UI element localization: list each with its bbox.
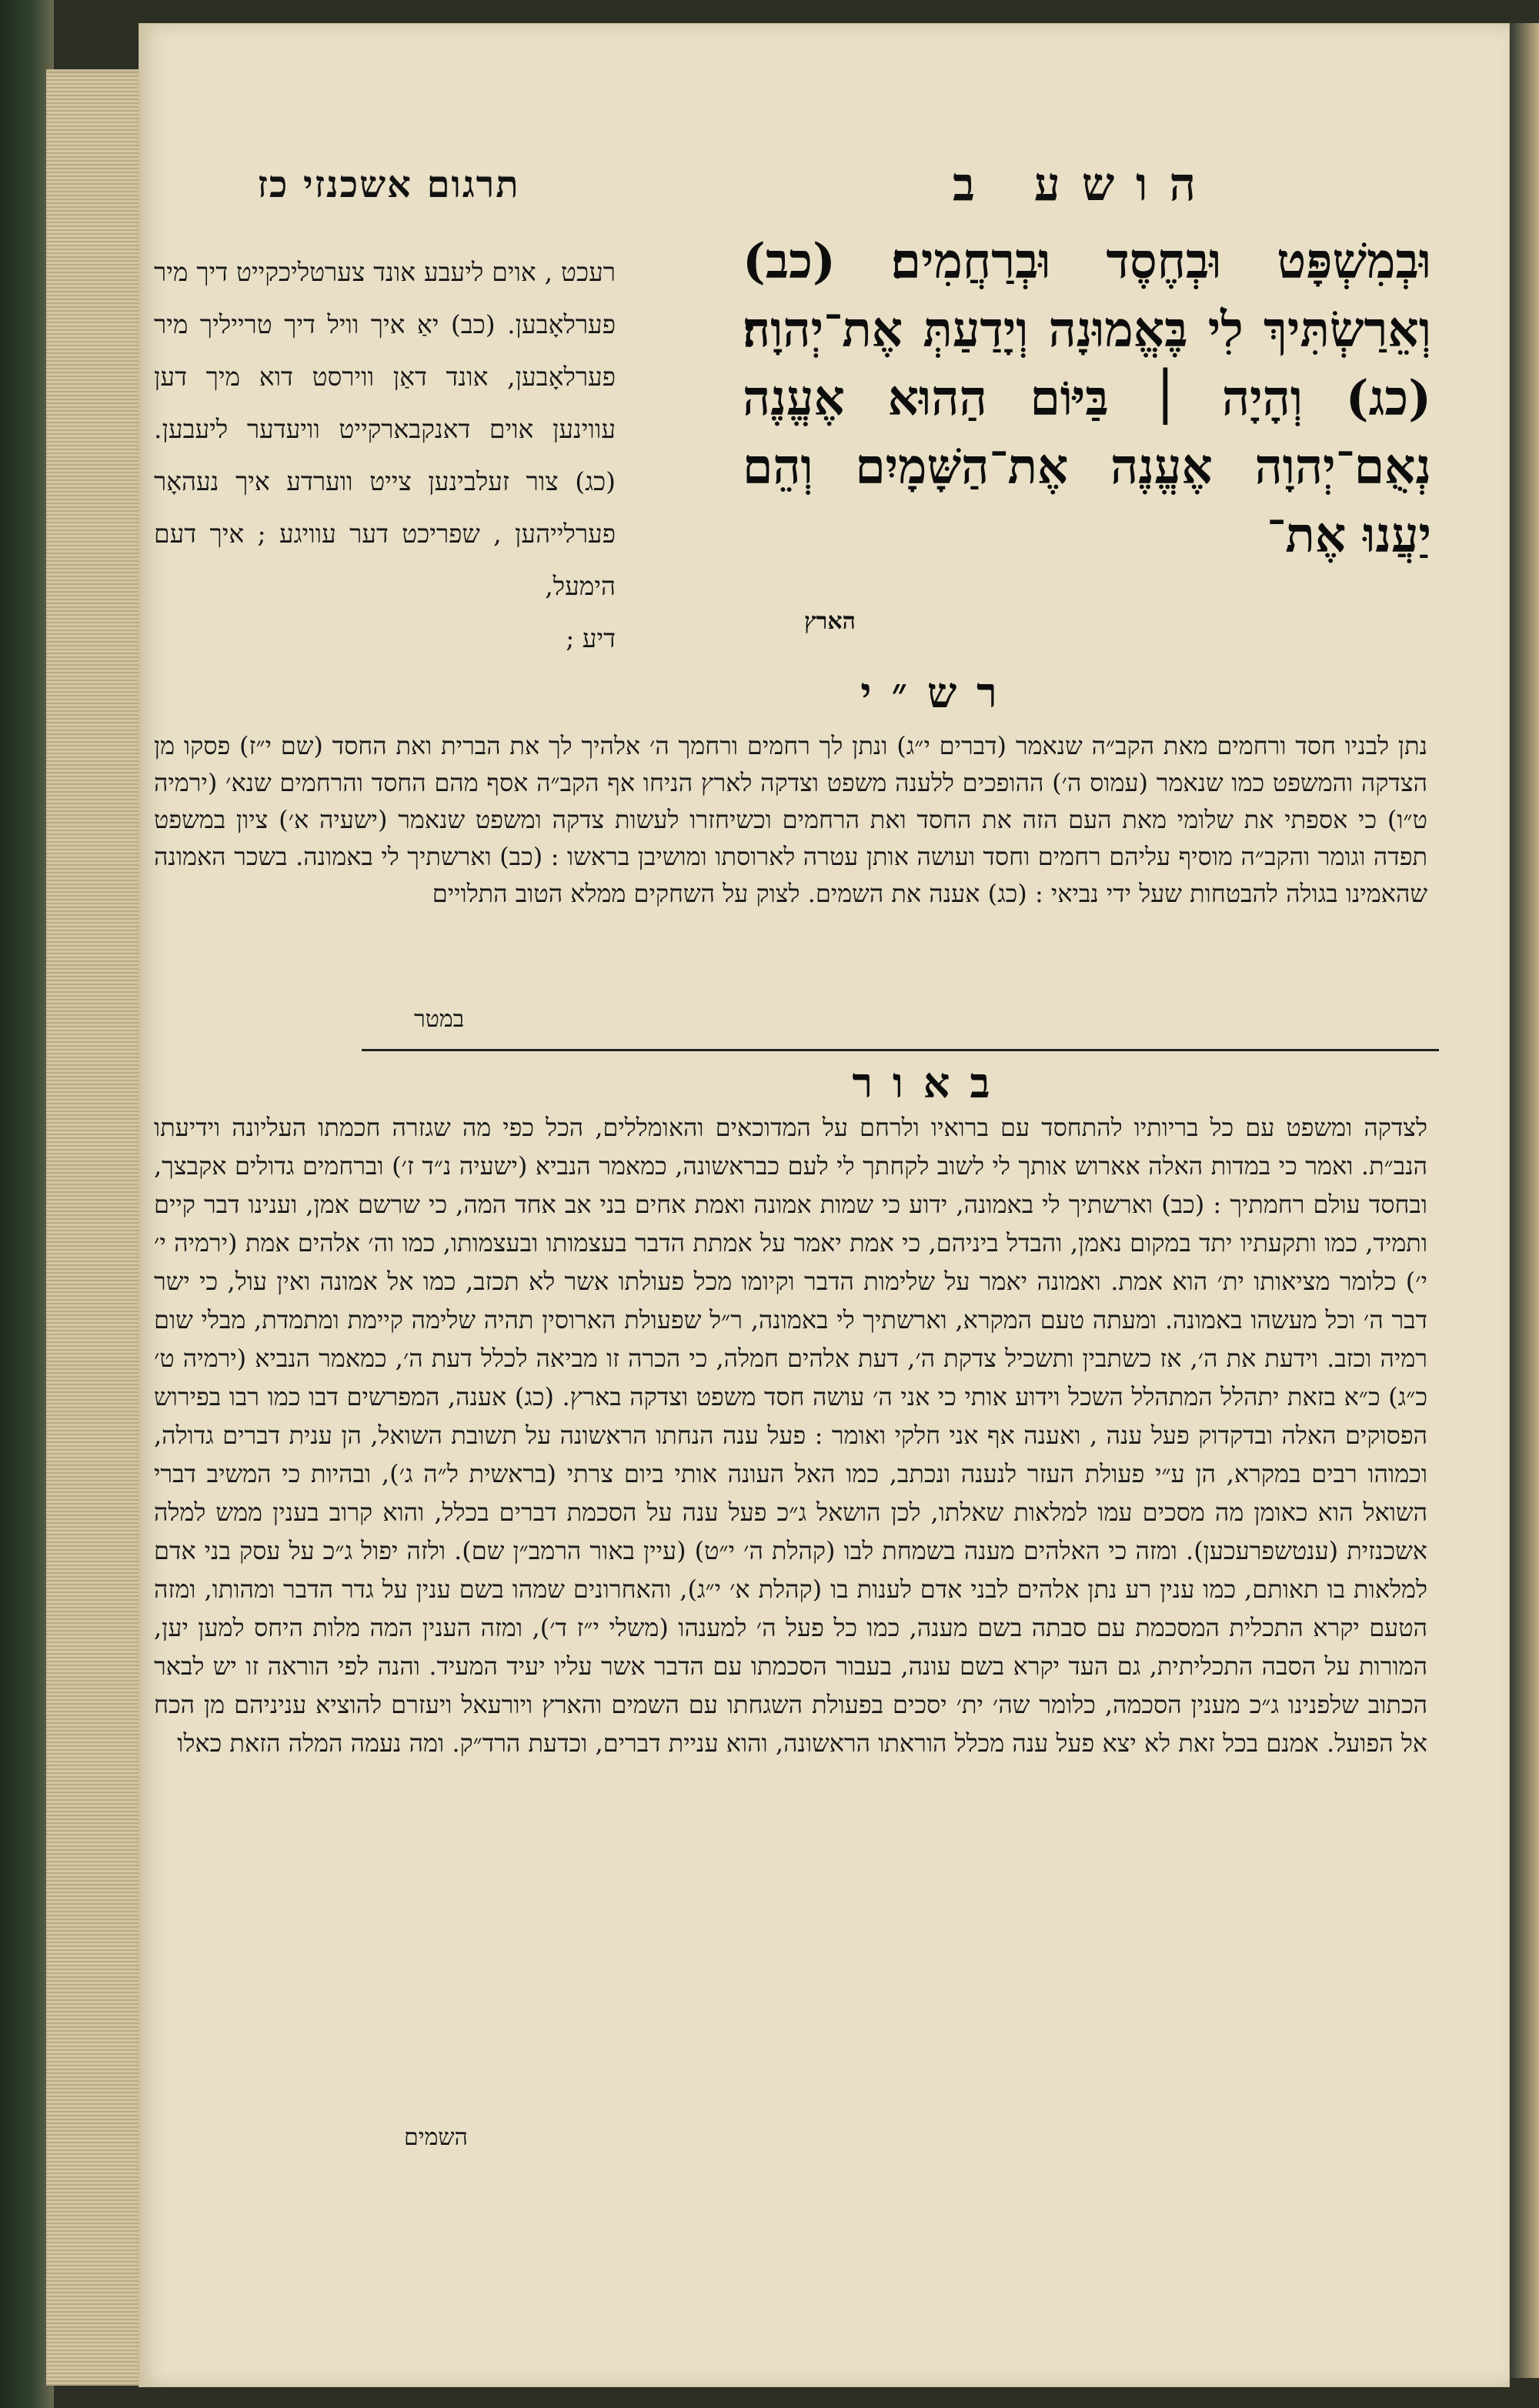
biur-heading: באור — [852, 1058, 1010, 1107]
rashi-heading: רש״י — [860, 668, 1017, 717]
section-divider — [362, 1049, 1439, 1051]
biur-catchword: השמים — [404, 2124, 468, 2151]
page-stack-edge — [46, 69, 154, 2386]
rashi-catchword: במטר — [414, 1006, 465, 1033]
yiddish-translation-column — [154, 246, 616, 665]
yiddish-translation-text: רעכט , אוים ליעבע אונד צערטליכקייט דיך מיר פערלאָבען. (כב) יאַ איך וויל דיך טרייליך מיר פערלאָבען, אונד דאַן ווירסט דוא מיך דען עווינען אוים דאנקבארקייט וויעדער ליעבען. (כג) צור זעלבינען צייט ווערדע איך נעהאָר פערלייהען , שפריכט דער עוויגע ; איך דעם הימעל, — [154, 257, 616, 601]
verse-catchword: הארץ — [804, 608, 856, 635]
hebrew-verse-text: וּבְמִשְׁפָּט וּבְחֶסֶד וּבְרַחֲמִים׃ (כב) וְאֵרַשְׂתִּיךְ לִי בֶּאֱמוּנָה וְיָדַעַתְּ אֶת־יְהוָה׃ (כג) וְהָיָה ׀ בַּיּוֹם הַהוּא אֶעֱנֶה נְאֻם־יְהוָה אֶעֱנֶה אֶת־הַשָּׁמָיִם וְהֵם יַעֲנוּ אֶת־ — [743, 232, 1431, 563]
yiddish-translation-end: דיע ; — [566, 623, 616, 653]
rashi-commentary: נתן לבניו חסד ורחמים מאת הקב״ה שנאמר (דברים י״ג) ונתן לך רחמים ורחמך ה׳ אלהיך לך את הברית ואת החסד (שם י״ז) פסקו מן הצדקה והמשפט כמו שנאמר (עמוס ה׳) ההופכים ללענה משפט וצדקה לארץ הניחו אף הקב״ה אסף מהם החסד והרחמים שנא׳ (ירמיה ט״ו) כי אספתי את שלומי מאת העם הזה את החסד ואת הרחמים וכשיחזרו לעשות צדקה ומשפט שנאמר (ישעיה א׳) ציון במשפט תפדה וגומר והקב״ה מוסיף עליהם רחמים וחסד ועושה אותן עטרה לארוסתו ומושיבן בראשו : (כב) וארשתיך לי באמונה. בשכר האמונה שהאמינו בגולה להבטחות שעל ידי נביאי : (כג) אענה את השמים. לצוק על השחקים ממלא הטוב התלויים — [154, 731, 1427, 908]
running-header-translation: תרגום אשכנזי כז — [257, 163, 520, 206]
biur-commentary: לצדקה ומשפט עם כל בריותיו להתחסד עם ברואיו ולרחם על המדוכאים והאומללים, הכל כפי מה שגזרה חכמתו העליונה וידיעתו הנב״ת. ואמר כי במדות האלה אארוש אותך לי לשוב לקחתך לי לעם כבראשונה, כמאמר הנביא (ישעיה נ״ד ז׳) וברחמים גדולים אקבצך, ובחסד עולם רחמתיך : (כב) וארשתיך לי באמונה, ידוע כי שמות אמונה ואמת אחים בני אב אחד המה, כי שרשם אמן, וענינו דבר קיים ותמיד, כמו ותקעתיו יתד במקום נאמן, והבדל ביניהם, כי אמת יאמר על אמתת הדבר בעצמותו ובעצמותו, כמו וה׳ אלהים אמת (ירמיה י׳ י׳) כלומר מציאותו ית׳ הוא אמת. ואמונה יאמר על שלימות הדבר וקיומו מכל פעולתו אשר לא תכזב, כמו אל אמונה ואין עול, כי ישר דבר ה׳ וכל מעשהו באמונה. ומעתה טעם המקרא, וארשתיך לי באמונה, ר״ל שפעולת הארוסין תהיה שלימה קיימת ומתמדת, מבלי שום רמיה וכזב. וידעת את ה׳, אז כשתבין ותשכיל צדקת ה׳, דעת אלהים חמלה, כי הכרה זו מביאה לכלל דעת ה׳, כמאמר הנביא (ירמיה ט׳ כ״ג) כ״א בזאת יתהלל המתהלל השכל וידוע אותי כי אני ה׳ עושה חסד משפט וצדקה בארץ. (כג) אענה, המפרשים דבו כמו רבו בפירוש הפסוקים האלה ובדקדוק פעל ענה , ואענה אף אני חלקי ואומר : פעל ענה הנחתו הראשונה על תשובת השואל, הן ענית דברים גדולה, וכמוהו רבים במקרא, הן ע״י פעולת העזר לנענה ונכתב, כמו האל העונה אותי ביום צרתי (בראשית ל״ה ג׳), ובהיות כי המשיב דברי השואל הוא כאומן מה מסכים עמו למלאות שאלתו, לכן הושאל ג״כ פעל ענה על הסכמת דברים בכלל, והוא קרוב בענין ממש למלה אשכנזית (ענטשפרעכען). ומזה כי האלהים מענה בשמחת לבו (קהלת ה׳ י״ט) (עיין באור הרמב״ן שם). ולזה יפול ג״כ על עסק בני אדם למלאות בו תאותם, כמו ענין רע נתן אלהים לבני אדם לענות בו (קהלת א׳ י״ג), והאחרונים שמהו בשם ענין על גדר הדבר ומהותו, ומזה הטעם יקרא התכלית המסכמת עם סבתה בשם מענה, כמו כל פעל ה׳ למענהו (משלי י״ז ד׳), ומזה הענין המה מלות היחס למען יען, המורות על הסבה התכליתית, גם העד יקרא בשם עונה, בעבור הסכמתו עם הדבר אשר עליו יעיד המעיד. והנה לפי הוראה זו יש לבאר הכתוב שלפנינו ג״כ מענין הסכמה, כלומר שה׳ ית׳ יסכים בפעולת השגחתו עם השמים והארץ ויורעאל ויעזרם להוציא עניניהם מן הכח אל הפועל. אמנם בכל זאת לא יצא פעל ענה מכלל הוראתו הראשונה, והוא עניית דברים, וכדעת הרד״ק. ומה נעמה המלה הזאת כאלו — [154, 1113, 1428, 1758]
running-header-book: הושע ב — [952, 158, 1218, 212]
